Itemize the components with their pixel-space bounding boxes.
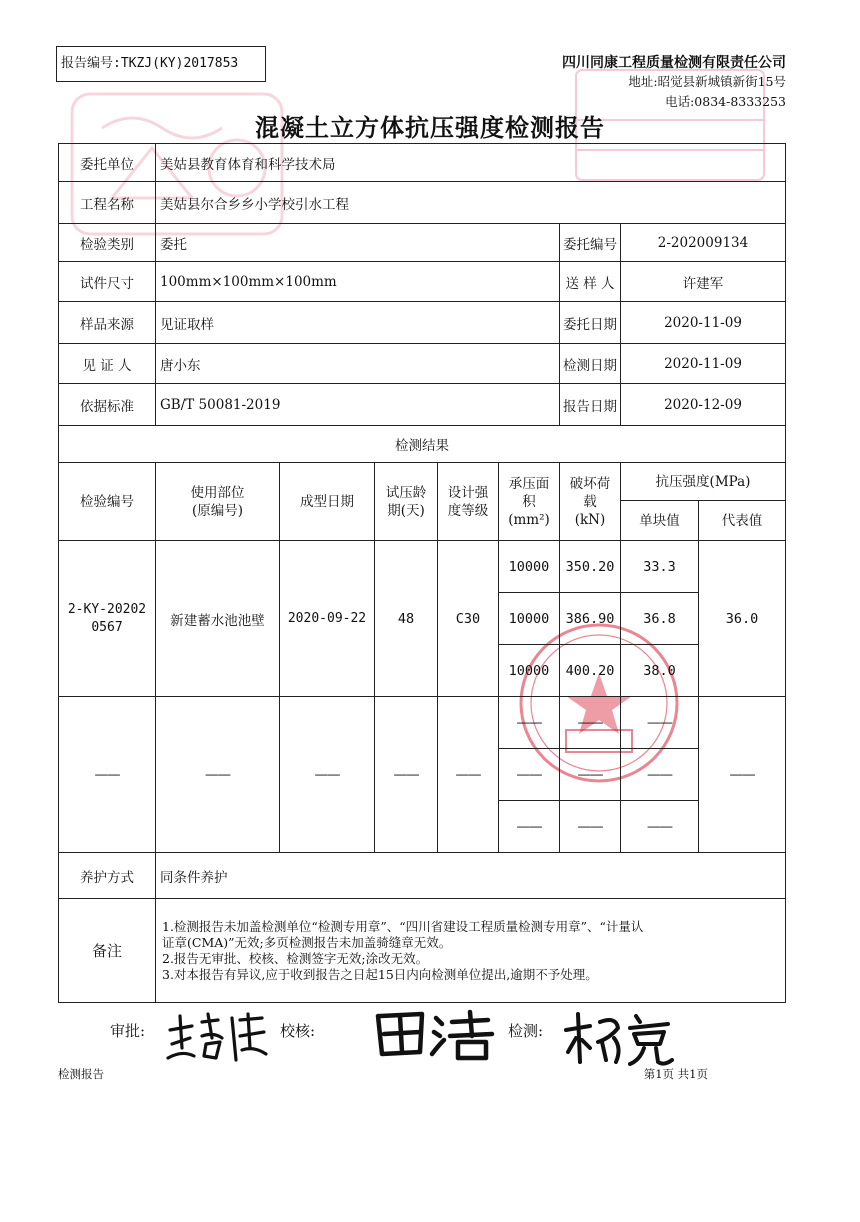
- dash-cell: ——: [499, 801, 560, 853]
- report-date-value: 2020-12-09: [621, 384, 786, 426]
- header-part-line2: (原编号): [191, 502, 244, 519]
- row-witness: [59, 344, 786, 384]
- dash-cell: ——: [560, 749, 621, 801]
- header-area-line1: 承压面: [508, 475, 550, 492]
- report-table: [58, 143, 786, 1003]
- area-value: 10000: [499, 593, 560, 645]
- grade-value: C30: [438, 541, 499, 697]
- header-area-line2: 积: [522, 493, 536, 510]
- note-line-1: 1.检测报告未加盖检测单位“检测专用章”、“四川省建设工程质量检测专用章”、“计量认证章(CMA)”无效;多页检测报告未加盖骑缝章无效。: [162, 918, 644, 950]
- report-date-label: 报告日期: [560, 384, 621, 426]
- results-section-title: 检测结果: [59, 426, 786, 463]
- client-label: 委托单位: [59, 144, 156, 182]
- dash-cell: ——: [560, 697, 621, 749]
- row-project: [59, 182, 786, 224]
- note-line-3: 3.对本报告有异议,应于收到报告之日起15日内向检测单位提出,逾期不予处理。: [162, 966, 598, 982]
- header-load-unit: (kN): [574, 511, 606, 528]
- header-cast-date: 成型日期: [280, 463, 375, 541]
- dash-cell: ——: [499, 697, 560, 749]
- header-age-line2: 期(天): [387, 502, 425, 519]
- curing-label: 养护方式: [59, 853, 156, 899]
- approve-label: 审批:: [110, 1022, 146, 1040]
- test-date-value: 2020-11-09: [621, 344, 786, 384]
- test-date-label: 检测日期: [560, 344, 621, 384]
- row-client: [59, 144, 786, 182]
- load-value: 400.20: [560, 645, 621, 697]
- area-value: 10000: [499, 645, 560, 697]
- report-title: 混凝土立方体抗压强度检测报告: [255, 113, 605, 142]
- result-row: [59, 541, 786, 593]
- commission-no-value: 2-202009134: [621, 224, 786, 262]
- row-curing: [59, 853, 786, 899]
- header-grade-line2: 度等级: [447, 502, 489, 519]
- row-source: [59, 302, 786, 344]
- notes-content: [156, 899, 786, 1003]
- sender-value: 许建军: [621, 262, 786, 302]
- dash-cell: ——: [621, 697, 699, 749]
- dash-cell: ——: [699, 697, 786, 853]
- dash-cell: ——: [375, 697, 438, 853]
- header-load-line1: 破坏荷: [569, 475, 611, 492]
- header-grade: [438, 463, 499, 541]
- specimen-size-value: 100mm×100mm×100mm: [156, 262, 560, 302]
- header-part-line1: 使用部位: [190, 484, 245, 501]
- header-load: [560, 463, 621, 541]
- approver-signature: [162, 1008, 272, 1068]
- sender-label: 送 样 人: [560, 262, 621, 302]
- row-standard: [59, 384, 786, 426]
- note-line-2: 2.报告无审批、校核、检测签字无效;涂改无效。: [162, 950, 429, 966]
- header-representative: 代表值: [699, 501, 786, 541]
- dash-cell: ——: [621, 801, 699, 853]
- notes-label: 备注: [59, 899, 156, 1003]
- representative-value: 36.0: [699, 541, 786, 697]
- header-area-unit: (mm²): [508, 511, 550, 528]
- commission-date-value: 2020-11-09: [621, 302, 786, 344]
- result-row-empty: [59, 697, 786, 749]
- header-single: 单块值: [621, 501, 699, 541]
- load-value: 386.90: [560, 593, 621, 645]
- cast-date-value: 2020-09-22: [280, 541, 375, 697]
- header-load-line2: 载: [583, 493, 597, 510]
- standard-label: 依据标准: [59, 384, 156, 426]
- test-type-label: 检验类别: [59, 224, 156, 262]
- source-value: 见证取样: [156, 302, 560, 344]
- single-value: 36.8: [621, 593, 699, 645]
- test-type-value: 委托: [156, 224, 560, 262]
- witness-label: 见 证 人: [59, 344, 156, 384]
- footer-doc-type: 检测报告: [58, 1067, 104, 1081]
- row-test-type: [59, 224, 786, 262]
- company-name: 四川同康工程质量检测有限责任公司: [562, 55, 786, 71]
- age-value: 48: [375, 541, 438, 697]
- load-value: 350.20: [560, 541, 621, 593]
- dash-cell: ——: [280, 697, 375, 853]
- project-label: 工程名称: [59, 182, 156, 224]
- header-grade-line1: 设计强: [447, 484, 489, 501]
- page-indicator: 第1页 共1页: [643, 1067, 708, 1081]
- specimen-size-label: 试件尺寸: [59, 262, 156, 302]
- project-value: 美姑县尔合乡乡小学校引水工程: [156, 182, 786, 224]
- curing-value: 同条件养护: [156, 853, 786, 899]
- header-strength: 抗压强度(MPa): [621, 463, 786, 501]
- dash-cell: ——: [438, 697, 499, 853]
- dash-cell: ——: [499, 749, 560, 801]
- source-label: 样品来源: [59, 302, 156, 344]
- client-value: 美姑县教育体育和科学技术局: [156, 144, 786, 182]
- header-sample-no: 检验编号: [59, 463, 156, 541]
- report-number: 报告编号:TKZJ(KY)2017853: [56, 46, 266, 82]
- header-part: [156, 463, 280, 541]
- part-value: 新建蓄水池池壁: [156, 541, 280, 697]
- standard-value: GB/T 50081-2019: [156, 384, 560, 426]
- test-label: 检测:: [508, 1022, 544, 1040]
- commission-no-label: 委托编号: [560, 224, 621, 262]
- check-label: 校核:: [280, 1022, 316, 1040]
- commission-date-label: 委托日期: [560, 302, 621, 344]
- dash-cell: ——: [560, 801, 621, 853]
- row-results-title: [59, 426, 786, 463]
- company-phone: 电话:0834-8333253: [665, 94, 786, 109]
- dash-cell: ——: [621, 749, 699, 801]
- header-age-line1: 试压龄: [385, 484, 427, 501]
- results-header-row-1: [59, 463, 786, 501]
- company-address: 地址:昭觉县新城镇新街15号: [628, 74, 786, 89]
- signature-row: [110, 1012, 770, 1072]
- checker-signature: [370, 1006, 500, 1066]
- header-area: [499, 463, 560, 541]
- tester-signature: [560, 1008, 680, 1070]
- header-age: [375, 463, 438, 541]
- sample-no-value: 2-KY-202020567: [59, 541, 156, 697]
- dash-cell: ——: [59, 697, 156, 853]
- single-value: 33.3: [621, 541, 699, 593]
- row-notes: [59, 899, 786, 1003]
- witness-value: 唐小东: [156, 344, 560, 384]
- area-value: 10000: [499, 541, 560, 593]
- dash-cell: ——: [156, 697, 280, 853]
- single-value: 38.0: [621, 645, 699, 697]
- row-specimen-size: [59, 262, 786, 302]
